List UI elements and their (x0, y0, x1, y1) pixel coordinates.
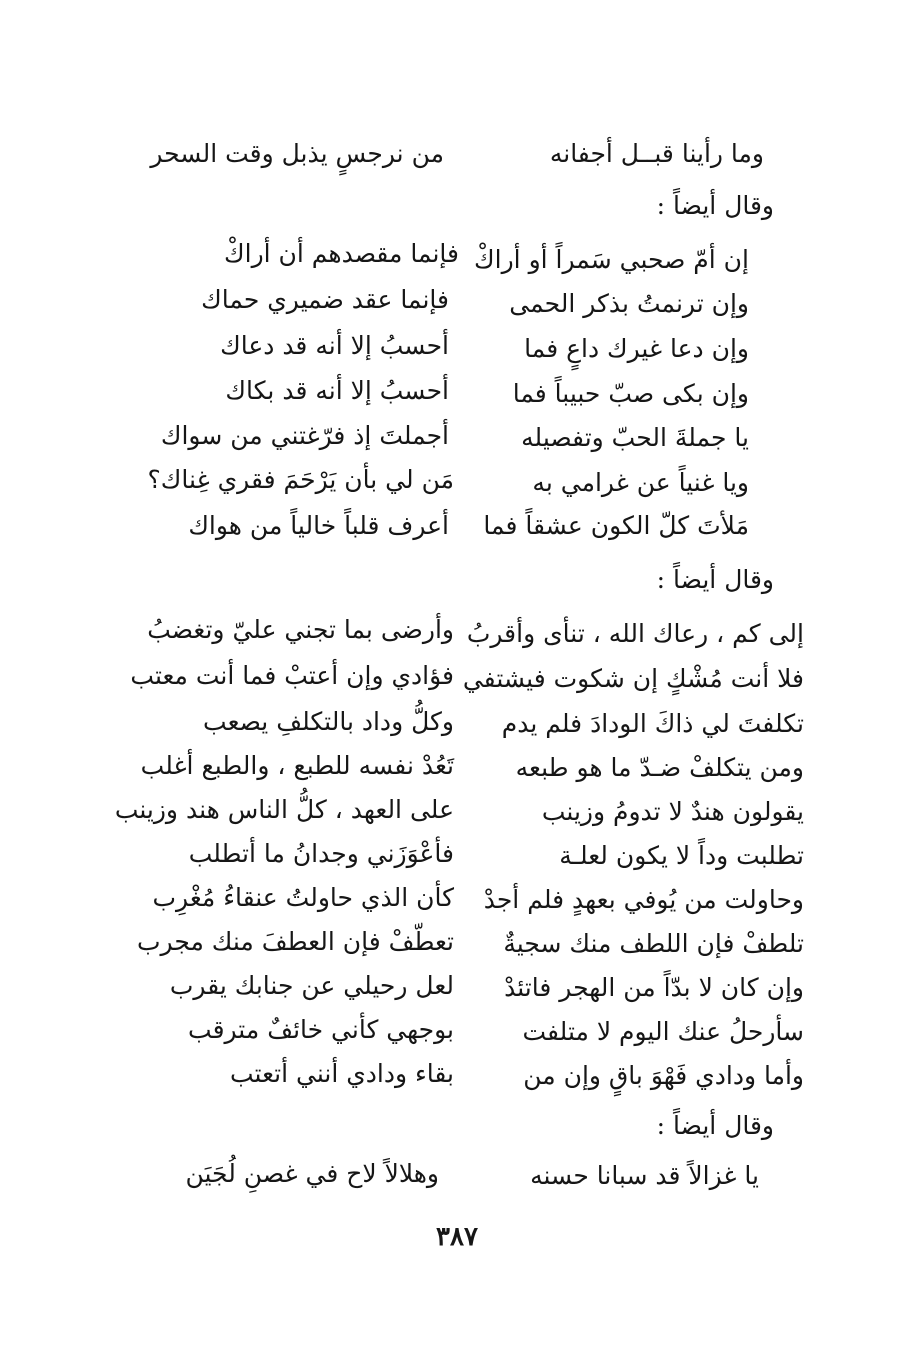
verse-right-hemistich: سأرحلُ عنك اليوم لا متلفت (522, 1017, 804, 1046)
verse-left-hemistich: وهلالاً لاح في غصنِ لُجَيَن (185, 1159, 439, 1188)
section-heading: وقال أيضاً : (656, 1111, 774, 1140)
verse-left-hemistich: فإنما مقصدهم أن أراكْ (224, 239, 459, 268)
verse-right-hemistich: يا جملةَ الحبّ وتفصيله (521, 423, 749, 452)
verse-right-hemistich: وإن بكى صبّ حبيباً فما (512, 379, 749, 408)
verse-left-hemistich: تعطّفْ فإن العطفَ منك مجرب (137, 927, 454, 956)
verse-right-hemistich: تطلبت وداً لا يكون لعلـة (559, 841, 804, 870)
verse-right-hemistich: يقولون هندٌ لا تدومُ وزينب (541, 797, 804, 826)
verse-left-hemistich: وأرضى بما تجني عليّ وتغضبُ (147, 615, 454, 644)
verse-left-hemistich: أحسبُ إلا أنه قد بكاك (225, 376, 449, 405)
verse-left-hemistich: وكلُّ وداد بالتكلفِ يصعب (203, 707, 454, 736)
verse-right-hemistich: وإن ترنمتُ بذكر الحمى (509, 289, 749, 318)
section-heading: وقال أيضاً : (656, 191, 774, 220)
verse-right-hemistich: مَلأتَ كلّ الكون عشقاً فما (483, 511, 749, 540)
verse-left-hemistich: مَن لي بأن يَرْحَمَ فقري غِناك؟ (147, 465, 454, 494)
verse-left-hemistich: تَعُدْ نفسه للطبع ، والطبع أغلب (140, 751, 454, 780)
verse-left-hemistich: كأن الذي حاولتُ عنقاءُ مُغْرِب (152, 883, 454, 912)
verse-left-hemistich: لعل رحيلي عن جنابك يقرب (169, 971, 454, 1000)
section-heading: وقال أيضاً : (656, 565, 774, 594)
verse-right-hemistich: ومن يتكلفْ ضـدّ ما هو طبعه (515, 753, 804, 782)
verse-right-hemistich: يا غزالاً قد سبانا حسنه (530, 1161, 759, 1190)
verse-left-hemistich: أعرف قلباً خالياً من هواك (188, 511, 449, 540)
verse-left-hemistich: أحسبُ إلا أنه قد دعاك (220, 331, 449, 360)
verse-right-hemistich: فلا أنت مُشْكٍ إن شكوت فيشتفي (462, 664, 804, 693)
verse-right-hemistich: ويا غنياً عن غرامي به (532, 468, 749, 497)
verse-right-hemistich: وإن دعا غيرك داعٍ فما (524, 334, 749, 363)
verse-right-hemistich: وما رأينا قبــل أجفانه (549, 139, 764, 168)
verse-left-hemistich: بقاء ودادي أنني أتعتب (229, 1059, 454, 1088)
verse-right-hemistich: وإن كان لا بدّاً من الهجر فاتئدْ (504, 973, 804, 1002)
verse-left-hemistich: فإنما عقد ضميري حماك (201, 285, 449, 314)
verse-right-hemistich: وأما ودادي فَهْوَ باقٍ وإن من (523, 1061, 804, 1090)
verse-left-hemistich: بوجهي كأني خائفٌ مترقب (188, 1015, 454, 1044)
verse-left-hemistich: أجملتَ إذ فرّغتني من سواك (160, 421, 449, 450)
verse-left-hemistich: من نرجسٍ يذبل وقت السحر (150, 139, 444, 168)
verse-right-hemistich: إلى كم ، رعاك الله ، تنأى وأقربُ (466, 619, 804, 648)
verse-left-hemistich: فؤادي وإن أعتبْ فما أنت معتب (130, 661, 454, 690)
page-number: ٣٨٧ (436, 1222, 478, 1252)
verse-right-hemistich: تكلفتَ لي ذاكَ الودادَ فلم يدم (501, 709, 804, 738)
verse-left-hemistich: فأعْوَزَني وجدانُ ما أتطلب (188, 839, 454, 868)
verse-right-hemistich: تلطفْ فإن اللطف منك سجيةٌ (503, 929, 804, 958)
verse-left-hemistich: على العهد ، كلُّ الناس هند وزينب (114, 795, 454, 824)
verse-right-hemistich: وحاولت من يُوفي بعهدٍ فلم أجدْ (483, 885, 804, 914)
verse-right-hemistich: إن أمّ صحبي سَمراً أو أراكْ (474, 245, 749, 274)
